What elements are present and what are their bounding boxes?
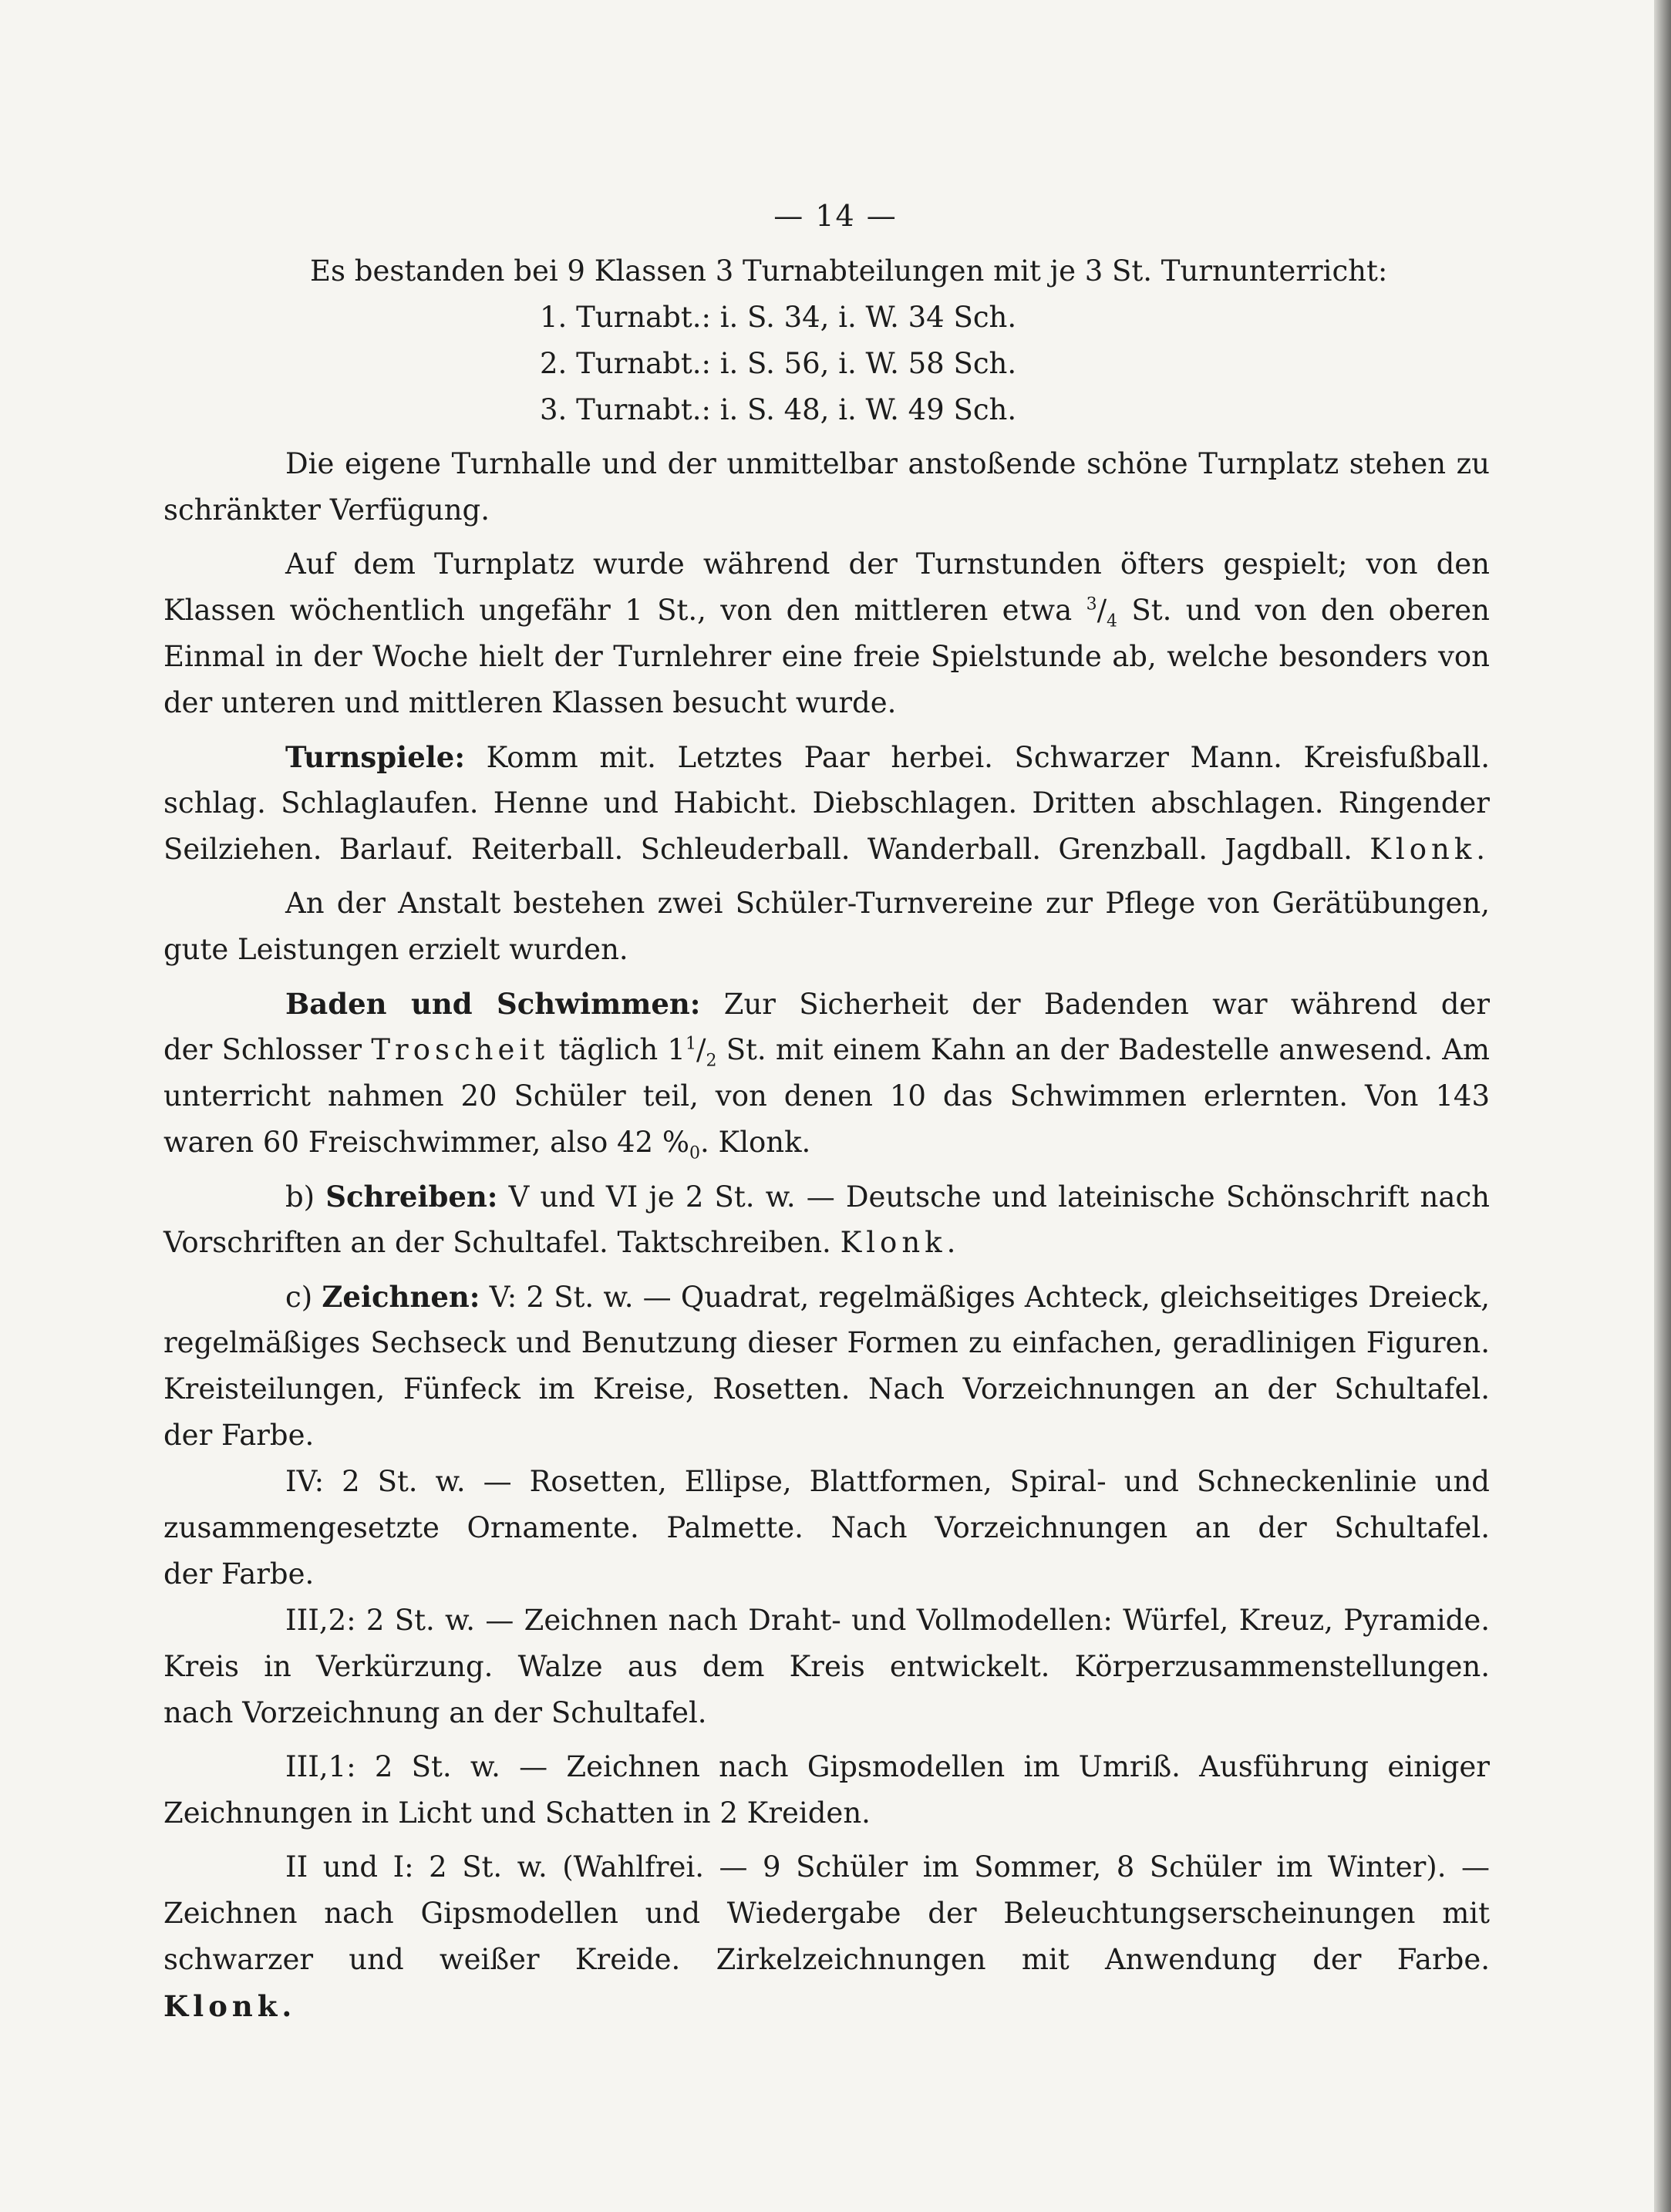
section-label: b): [285, 1180, 315, 1214]
text-span: Klassen wöchentlich ungefähr 1 St., von den mittleren etwa: [163, 594, 1073, 627]
paragraph-line: der Schlosser Troscheit täglich $1^1/_2$ St. mit einem Kahn an der Badestelle anwesend. Am: [163, 1027, 1490, 1073]
paragraph-line: der Farbe.: [163, 1557, 315, 1591]
text-span: täglich 1: [558, 1033, 686, 1066]
text-span: V und VI je 2 St. w. — Deutsche und lateinische Schönschrift nach: [508, 1180, 1490, 1214]
paragraph-line: Kreisteilungen, Fünfeck im Kreise, Rosetten. Nach Vorzeichnungen an der Schultafel.: [163, 1372, 1490, 1406]
paragraph-line: Zeichnungen in Licht und Schatten in 2 Kreiden.: [163, 1796, 871, 1830]
paragraph-line: zusammengesetzte Ornamente. Palmette. Nach Vorzeichnungen an der Schultafel.: [163, 1511, 1490, 1544]
paragraph-line: [163, 1173, 1490, 1220]
fraction-denominator: 4: [1107, 611, 1118, 631]
fraction-numerator: 3: [1086, 594, 1097, 614]
paragraph-line: schlag. Schlaglaufen. Henne und Habicht. Diebschlagen. Dritten abschlagen. Ringender: [163, 786, 1490, 820]
paragraph-line: [163, 734, 1490, 780]
list-item: 3. Turnabt.: i. S. 48, i. W. 49 Sch.: [540, 393, 1017, 426]
text-span: . Klonk.: [700, 1126, 811, 1159]
section-heading: Turnspiele:: [285, 740, 465, 774]
list-item: 1. Turnabt.: i. S. 34, i. W. 34 Sch.: [540, 301, 1017, 334]
section-label: c): [285, 1281, 313, 1314]
section-heading: Zeichnen:: [322, 1280, 480, 1314]
text-span: St. und von den oberen: [1131, 594, 1490, 627]
fraction: $^3/_4$: [1086, 594, 1118, 631]
text-span: waren 60 Freischwimmer, also 42: [163, 1126, 654, 1159]
paragraph-line: [163, 981, 1490, 1027]
paragraph-line: regelmäßiges Sechseck und Benutzung dieser Formen zu einfachen, geradlinigen Figuren.: [163, 1326, 1490, 1359]
page-number: — 14 —: [773, 199, 898, 233]
paragraph-line: Auf dem Turnplatz wurde während der Turnstunden öfters gespielt; von den: [285, 547, 1490, 581]
paragraph-line: [163, 1119, 1490, 1166]
percent-sign: %: [662, 1126, 690, 1159]
name-spaced: Klonk.: [1369, 833, 1490, 866]
paragraph-line: Die eigene Turnhalle und der unmittelbar anstoßende schöne Turnplatz stehen zu: [285, 447, 1490, 480]
paragraph-line: An der Anstalt bestehen zwei Schüler-Turnvereine zur Pflege von Gerätübungen,: [285, 887, 1490, 920]
paragraph-line: der Farbe.: [163, 1419, 315, 1452]
fraction-numerator: 1: [685, 1034, 696, 1054]
text-span: Seilziehen. Barlauf. Reiterball. Schleuderball. Wanderball. Grenzball. Jagdball.: [163, 833, 1353, 866]
paragraph-line: der unteren und mittleren Klassen besucht wurde.: [163, 686, 897, 719]
paragraph-line: II und I: 2 St. w. (Wahlfrei. — 9 Schüler im Sommer, 8 Schüler im Winter). —: [285, 1850, 1490, 1884]
name-spaced: Troscheit: [371, 1033, 550, 1066]
paragraph-line: Kreis in Verkürzung. Walze aus dem Kreis entwickelt. Körperzusammenstellungen.: [163, 1650, 1490, 1683]
paragraph-line: unterricht nahmen 20 Schüler teil, von denen 10 das Schwimmen erlernten. Von 143: [163, 1079, 1490, 1113]
paragraph-line: nach Vorzeichnung an der Schultafel.: [163, 1696, 707, 1729]
paragraph-line: [163, 1274, 1490, 1320]
section-heading: Schreiben:: [325, 1180, 498, 1214]
text-span: Vorschriften an der Schultafel. Taktschreiben.: [163, 1226, 831, 1259]
paragraph-line: gute Leistungen erzielt wurden.: [163, 933, 628, 966]
paragraph-line: Klonk.: [163, 1989, 297, 2023]
paragraph-line: III,2: 2 St. w. — Zeichnen nach Draht- und Vollmodellen: Würfel, Kreuz, Pyramide.: [285, 1604, 1490, 1637]
paragraph-line: III,1: 2 St. w. — Zeichnen nach Gipsmodellen im Umriß. Ausführung einiger: [285, 1750, 1490, 1783]
page-edge-shadow: [1654, 0, 1671, 2212]
name-spaced: Klonk.: [840, 1226, 961, 1259]
list-item: 2. Turnabt.: i. S. 56, i. W. 58 Sch.: [540, 347, 1017, 380]
paragraph-line: Einmal in der Woche hielt der Turnlehrer eine freie Spielstunde ab, welche besonders von: [163, 640, 1490, 673]
paragraph-line: [163, 1220, 1490, 1266]
fraction-denominator: 2: [706, 1051, 717, 1071]
text-span: V: 2 St. w. — Quadrat, regelmäßiges Achteck, gleichseitiges Dreieck,: [489, 1281, 1490, 1314]
paragraph-line: IV: 2 St. w. — Rosetten, Ellipse, Blattformen, Spiral- und Schneckenlinie und: [285, 1465, 1490, 1498]
paragraph-line: [163, 827, 1490, 873]
text-span: Zur Sicherheit der Badenden war während der: [723, 988, 1490, 1021]
intro-line: Es bestanden bei 9 Klassen 3 Turnabteilungen mit je 3 St. Turnunterricht:: [310, 254, 1388, 288]
paragraph-line: schränkter Verfügung.: [163, 493, 490, 527]
text-span: St. mit einem Kahn an der Badestelle anwesend. Am: [726, 1033, 1490, 1066]
document-body: [163, 248, 1490, 2029]
paragraph-line: schwarzer und weißer Kreide. Zirkelzeichnungen mit Anwendung der Farbe.: [163, 1943, 1490, 1976]
paragraph-line: Zeichnen nach Gipsmodellen und Wiedergabe der Beleuchtungserscheinungen mit: [163, 1897, 1490, 1930]
percent-subscript: 0: [689, 1143, 701, 1163]
text-span: Komm mit. Letztes Paar herbei. Schwarzer Mann. Kreisfußball.: [486, 741, 1490, 774]
section-heading: Baden und Schwimmen:: [285, 987, 701, 1021]
paragraph-line: [163, 588, 1490, 634]
text-span: der Schlosser: [163, 1033, 362, 1066]
